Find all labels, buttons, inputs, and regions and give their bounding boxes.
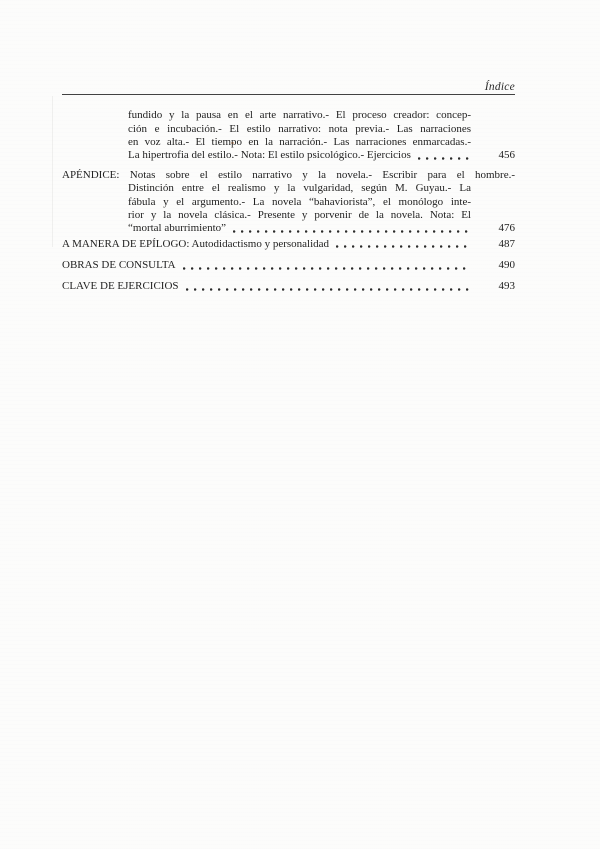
toc-line-text: La hipertrofia del estilo.- Nota: El estilo psicológico.- Ejercicios	[128, 149, 411, 162]
dotted-leader	[418, 157, 469, 160]
dotted-leader	[186, 288, 469, 291]
toc-entry-clave-de-ejercicios	[62, 280, 515, 293]
toc-line-with-page-number	[128, 222, 515, 235]
page-number: 487	[498, 237, 515, 250]
table-of-contents	[62, 109, 515, 293]
toc-line-text: “mortal aburrimiento”	[128, 222, 227, 235]
scan-margin-shadow	[52, 96, 53, 247]
toc-line: en voz alta.- El tiempo en la narración.- Las narraciones enmarcadas.-	[128, 136, 471, 149]
toc-entry-text: A MANERA DE EPÍLOGO: Autodidactismo y personalidad	[62, 237, 330, 250]
dotted-leader	[233, 230, 469, 233]
header-rule-divider	[62, 94, 515, 95]
toc-entry-obras-de-consulta	[62, 259, 515, 272]
toc-apendice-entry	[62, 169, 515, 236]
dotted-leader	[183, 267, 469, 270]
running-head-indice: Índice	[484, 80, 515, 93]
page-number: 493	[498, 279, 515, 292]
toc-line-with-page-number	[128, 149, 515, 162]
page-number: 490	[498, 258, 515, 271]
toc-line: fundido y la pausa en el arte narrativo.- El proceso creador: concep-	[128, 109, 471, 122]
toc-line: ción e incubación.- El estilo narrativo: nota previa.- Las narraciones	[128, 122, 471, 135]
toc-line: rior y la novela clásica.- Presente y porvenir de la novela. Nota: El	[128, 208, 471, 221]
toc-entry-text: CLAVE DE EJERCICIOS	[62, 279, 179, 292]
toc-entry-label: APÉNDICE:	[62, 168, 120, 181]
toc-entry-epilogo	[62, 238, 515, 251]
toc-line	[62, 169, 515, 182]
dotted-leader	[336, 245, 469, 248]
toc-entry-text: OBRAS DE CONSULTA	[62, 258, 176, 271]
toc-line-text: Notas sobre el estilo narrativo y la novela.- Escribir para el hombre.-	[129, 168, 515, 181]
toc-line: fábula y el argumento.- La novela “bahaviorista”, el monólogo inte-	[128, 195, 471, 208]
toc-continuation-entry	[62, 109, 515, 163]
page-number: 476	[498, 222, 515, 235]
page-number: 456	[498, 149, 515, 162]
toc-line: Distinción entre el realismo y la vulgaridad, según M. Guyau.- La	[128, 182, 471, 195]
